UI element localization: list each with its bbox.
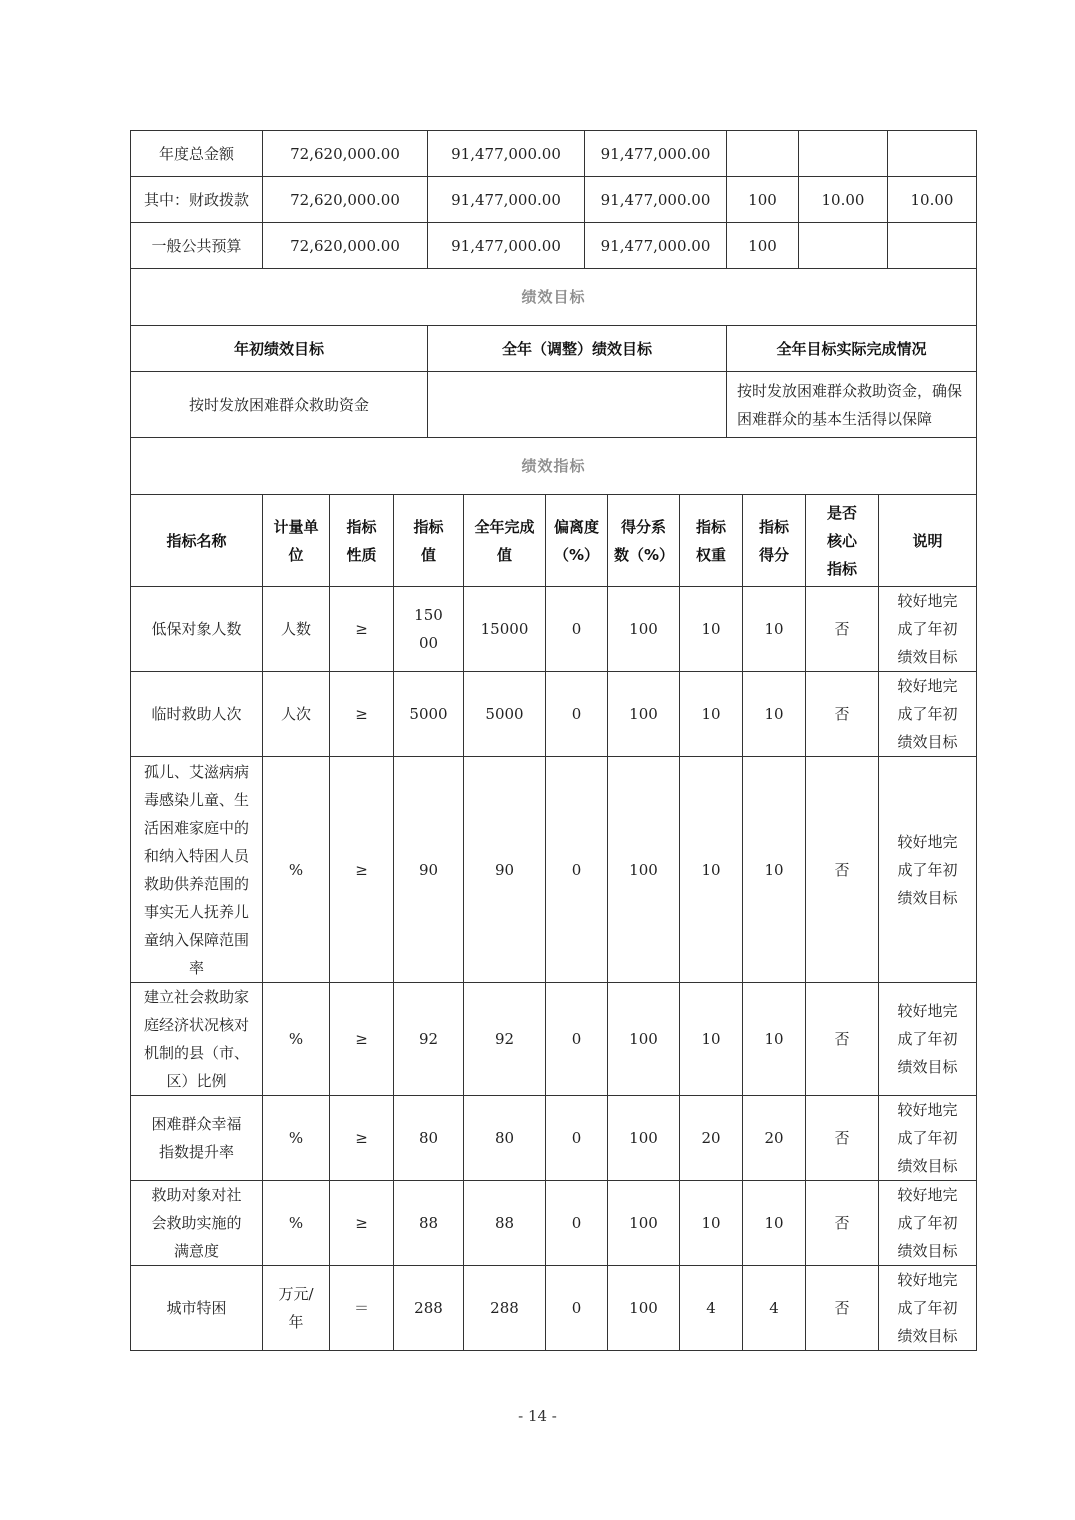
- fund-initial: 72,620,000.00: [263, 177, 428, 223]
- indicator-nature: ＝: [330, 1266, 394, 1351]
- indicator-score: 10: [743, 983, 806, 1096]
- page-number: - 14 -: [518, 1407, 557, 1425]
- fund-rate: 100: [727, 223, 799, 269]
- indicator-weight: 20: [680, 1096, 743, 1181]
- header-name: 指标名称: [131, 495, 263, 587]
- table-row: [131, 1181, 977, 1266]
- header-deviation: 偏离度（%）: [546, 495, 608, 587]
- table-row: [131, 587, 977, 672]
- table-row: [131, 131, 977, 177]
- indicator-weight: 10: [680, 587, 743, 672]
- indicator-deviation: 0: [546, 983, 608, 1096]
- header-weight: 指标权重: [680, 495, 743, 587]
- indicator-core: 否: [806, 1181, 879, 1266]
- table-row: [131, 757, 977, 983]
- indicator-name: 建立社会救助家庭经济状况核对机制的县（市、区）比例: [131, 983, 263, 1096]
- header-nature: 指标性质: [330, 495, 394, 587]
- indicator-name: 救助对象对社会救助实施的满意度: [131, 1181, 263, 1266]
- fund-actual: 91,477,000.00: [585, 131, 727, 177]
- indicator-target: 15000: [394, 587, 464, 672]
- indicator-nature: ≥: [330, 1181, 394, 1266]
- indicator-name: 困难群众幸福指数提升率: [131, 1096, 263, 1181]
- indicator-weight: 4: [680, 1266, 743, 1351]
- indicator-core: 否: [806, 1096, 879, 1181]
- fund-initial: 72,620,000.00: [263, 223, 428, 269]
- table-row: [131, 438, 977, 495]
- indicator-core: 否: [806, 983, 879, 1096]
- indicator-target: 288: [394, 1266, 464, 1351]
- funding-table: [130, 130, 977, 269]
- fund-label: 一般公共预算: [131, 223, 263, 269]
- indicator-score: 10: [743, 672, 806, 757]
- indicator-coef: 100: [608, 672, 680, 757]
- indicator-weight: 10: [680, 672, 743, 757]
- goal-col-actual: 全年目标实际完成情况: [727, 326, 977, 372]
- fund-initial: 72,620,000.00: [263, 131, 428, 177]
- indicator-score: 10: [743, 1181, 806, 1266]
- indicators-section-title: 绩效指标: [131, 438, 977, 495]
- indicator-weight: 10: [680, 1181, 743, 1266]
- indicator-core: 否: [806, 1266, 879, 1351]
- indicator-deviation: 0: [546, 1096, 608, 1181]
- indicator-note: 较好地完成了年初绩效目标: [879, 757, 977, 983]
- indicator-deviation: 0: [546, 672, 608, 757]
- indicator-note: 较好地完成了年初绩效目标: [879, 587, 977, 672]
- table-row: [131, 326, 977, 372]
- indicator-score: 20: [743, 1096, 806, 1181]
- table-row: [131, 177, 977, 223]
- goal-adjusted: [428, 372, 727, 438]
- table-row: [131, 983, 977, 1096]
- indicator-score: 10: [743, 587, 806, 672]
- indicator-target: 88: [394, 1181, 464, 1266]
- indicator-coef: 100: [608, 1266, 680, 1351]
- table-row: [131, 1096, 977, 1181]
- fund-score: 10.00: [888, 177, 977, 223]
- indicator-target: 5000: [394, 672, 464, 757]
- goal-actual: 按时发放困难群众救助资金，确保困难群众的基本生活得以保障: [727, 372, 977, 438]
- indicator-completed: 92: [464, 983, 546, 1096]
- indicator-note: 较好地完成了年初绩效目标: [879, 983, 977, 1096]
- fund-adjusted: 91,477,000.00: [428, 177, 585, 223]
- indicators-table: [130, 437, 977, 1351]
- indicator-unit: %: [263, 983, 330, 1096]
- fund-actual: 91,477,000.00: [585, 177, 727, 223]
- indicator-core: 否: [806, 672, 879, 757]
- indicator-name: 低保对象人数: [131, 587, 263, 672]
- indicator-note: 较好地完成了年初绩效目标: [879, 1096, 977, 1181]
- indicator-nature: ≥: [330, 1096, 394, 1181]
- fund-score: [888, 131, 977, 177]
- fund-rate: [727, 131, 799, 177]
- fund-label: 其中：财政拨款: [131, 177, 263, 223]
- indicator-unit: 人次: [263, 672, 330, 757]
- indicator-note: 较好地完成了年初绩效目标: [879, 1266, 977, 1351]
- header-completed: 全年完成值: [464, 495, 546, 587]
- fund-weight: [799, 223, 888, 269]
- indicator-core: 否: [806, 587, 879, 672]
- header-unit: 计量单位: [263, 495, 330, 587]
- indicator-note: 较好地完成了年初绩效目标: [879, 672, 977, 757]
- header-score: 指标得分: [743, 495, 806, 587]
- indicator-nature: ≥: [330, 757, 394, 983]
- table-header-row: [131, 495, 977, 587]
- indicator-name: 孤儿、艾滋病病毒感染儿童、生活困难家庭中的和纳入特困人员救助供养范围的事实无人抚养儿童纳入保障范围率: [131, 757, 263, 983]
- goals-table: [130, 268, 977, 438]
- table-row: [131, 269, 977, 326]
- indicator-unit: %: [263, 757, 330, 983]
- goal-col-initial: 年初绩效目标: [131, 326, 428, 372]
- indicator-nature: ≥: [330, 672, 394, 757]
- indicator-unit: 人数: [263, 587, 330, 672]
- indicator-completed: 90: [464, 757, 546, 983]
- indicator-name: 临时救助人次: [131, 672, 263, 757]
- indicator-name: 城市特困: [131, 1266, 263, 1351]
- indicator-core: 否: [806, 757, 879, 983]
- goal-col-adjusted: 全年（调整）绩效目标: [428, 326, 727, 372]
- table-row: [131, 672, 977, 757]
- table-row: [131, 223, 977, 269]
- indicator-completed: 80: [464, 1096, 546, 1181]
- indicator-completed: 88: [464, 1181, 546, 1266]
- goals-section-title: 绩效目标: [131, 269, 977, 326]
- fund-rate: 100: [727, 177, 799, 223]
- indicator-coef: 100: [608, 983, 680, 1096]
- indicator-weight: 10: [680, 983, 743, 1096]
- indicator-unit: %: [263, 1181, 330, 1266]
- indicator-deviation: 0: [546, 757, 608, 983]
- indicator-completed: 5000: [464, 672, 546, 757]
- indicator-target: 92: [394, 983, 464, 1096]
- header-note: 说明: [879, 495, 977, 587]
- indicator-target: 80: [394, 1096, 464, 1181]
- indicator-score: 10: [743, 757, 806, 983]
- table-row: [131, 372, 977, 438]
- indicator-score: 4: [743, 1266, 806, 1351]
- indicator-deviation: 0: [546, 1266, 608, 1351]
- fund-label: 年度总金额: [131, 131, 263, 177]
- indicator-coef: 100: [608, 757, 680, 983]
- table-row: [131, 1266, 977, 1351]
- indicator-coef: 100: [608, 587, 680, 672]
- fund-weight: [799, 131, 888, 177]
- header-core: 是否核心指标: [806, 495, 879, 587]
- indicator-coef: 100: [608, 1181, 680, 1266]
- fund-adjusted: 91,477,000.00: [428, 131, 585, 177]
- fund-actual: 91,477,000.00: [585, 223, 727, 269]
- header-target: 指标值: [394, 495, 464, 587]
- indicator-completed: 15000: [464, 587, 546, 672]
- indicator-note: 较好地完成了年初绩效目标: [879, 1181, 977, 1266]
- indicator-nature: ≥: [330, 587, 394, 672]
- indicator-target: 90: [394, 757, 464, 983]
- fund-weight: 10.00: [799, 177, 888, 223]
- indicator-deviation: 0: [546, 1181, 608, 1266]
- indicator-completed: 288: [464, 1266, 546, 1351]
- indicator-deviation: 0: [546, 587, 608, 672]
- fund-adjusted: 91,477,000.00: [428, 223, 585, 269]
- goal-initial: 按时发放困难群众救助资金: [131, 372, 428, 438]
- fund-score: [888, 223, 977, 269]
- header-coef: 得分系数（%）: [608, 495, 680, 587]
- indicator-unit: %: [263, 1096, 330, 1181]
- indicator-coef: 100: [608, 1096, 680, 1181]
- indicator-unit: 万元/年: [263, 1266, 330, 1351]
- indicator-nature: ≥: [330, 983, 394, 1096]
- indicator-weight: 10: [680, 757, 743, 983]
